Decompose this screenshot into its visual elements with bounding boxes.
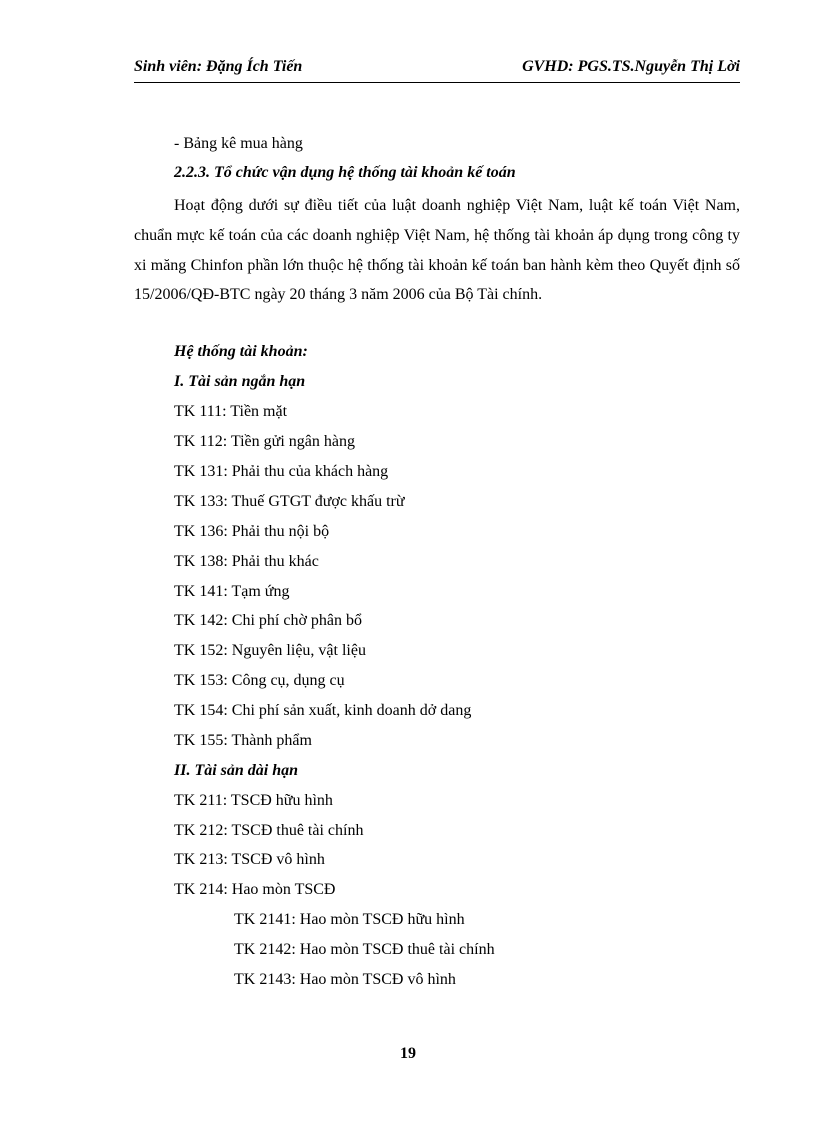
- accounts-heading: Hệ thống tài khoản:: [174, 343, 308, 360]
- group1-title: I. Tài sản ngắn hạn: [174, 373, 306, 390]
- account-item: TK 142: Chi phí chờ phân bổ: [174, 612, 362, 629]
- sub-account-item: TK 2141: Hao mòn TSCĐ hữu hình: [234, 911, 465, 928]
- account-item: TK 153: Công cụ, dụng cụ: [174, 672, 345, 689]
- account-item: TK 214: Hao mòn TSCĐ: [174, 881, 336, 898]
- account-item: TK 131: Phải thu của khách hàng: [174, 463, 389, 480]
- account-item: TK 112: Tiền gửi ngân hàng: [174, 433, 355, 450]
- page-header: [134, 56, 740, 83]
- intro-list-item: - Bảng kê mua hàng: [174, 135, 303, 152]
- page-number: 19: [400, 1045, 416, 1062]
- account-item: TK 211: TSCĐ hữu hình: [174, 792, 333, 809]
- account-item: TK 111: Tiền mặt: [174, 403, 288, 420]
- account-item: TK 133: Thuế GTGT được khấu trừ: [174, 493, 405, 510]
- section-heading: 2.2.3. Tổ chức vận dụng hệ thống tài khoản kế toán: [174, 164, 516, 181]
- header-advisor: GVHD: PGS.TS.Nguyễn Thị Lời: [522, 58, 740, 75]
- account-item: TK 138: Phải thu khác: [174, 553, 319, 570]
- account-item: TK 154: Chi phí sản xuất, kinh doanh dở dang: [174, 702, 472, 719]
- account-item: TK 213: TSCĐ vô hình: [174, 851, 325, 868]
- sub-account-item: TK 2142: Hao mòn TSCĐ thuê tài chính: [234, 941, 495, 958]
- body-paragraph: Hoạt động dưới sự điều tiết của luật doanh nghiệp Việt Nam, luật kế toán Việt Nam, chuẩn mực kế toán của các doanh nghiệp Việt Nam, hệ thống tài khoản áp dụng trong công ty xi măng Chinfon phần lớn thuộc hệ thống tài khoản kế toán ban hành kèm theo Quyết định số 15/2006/QĐ-BTC ngày 20 tháng 3 năm 2006 của Bộ Tài chính.: [134, 197, 740, 304]
- account-item: TK 155: Thành phẩm: [174, 732, 312, 749]
- group2-title: II. Tài sản dài hạn: [174, 762, 299, 779]
- header-student: Sinh viên: Đặng Ích Tiến: [134, 58, 303, 75]
- sub-account-item: TK 2143: Hao mòn TSCĐ vô hình: [234, 971, 456, 988]
- account-item: TK 212: TSCĐ thuê tài chính: [174, 822, 364, 839]
- account-item: TK 152: Nguyên liệu, vật liệu: [174, 642, 366, 659]
- account-item: TK 141: Tạm ứng: [174, 583, 290, 600]
- account-item: TK 136: Phải thu nội bộ: [174, 523, 330, 540]
